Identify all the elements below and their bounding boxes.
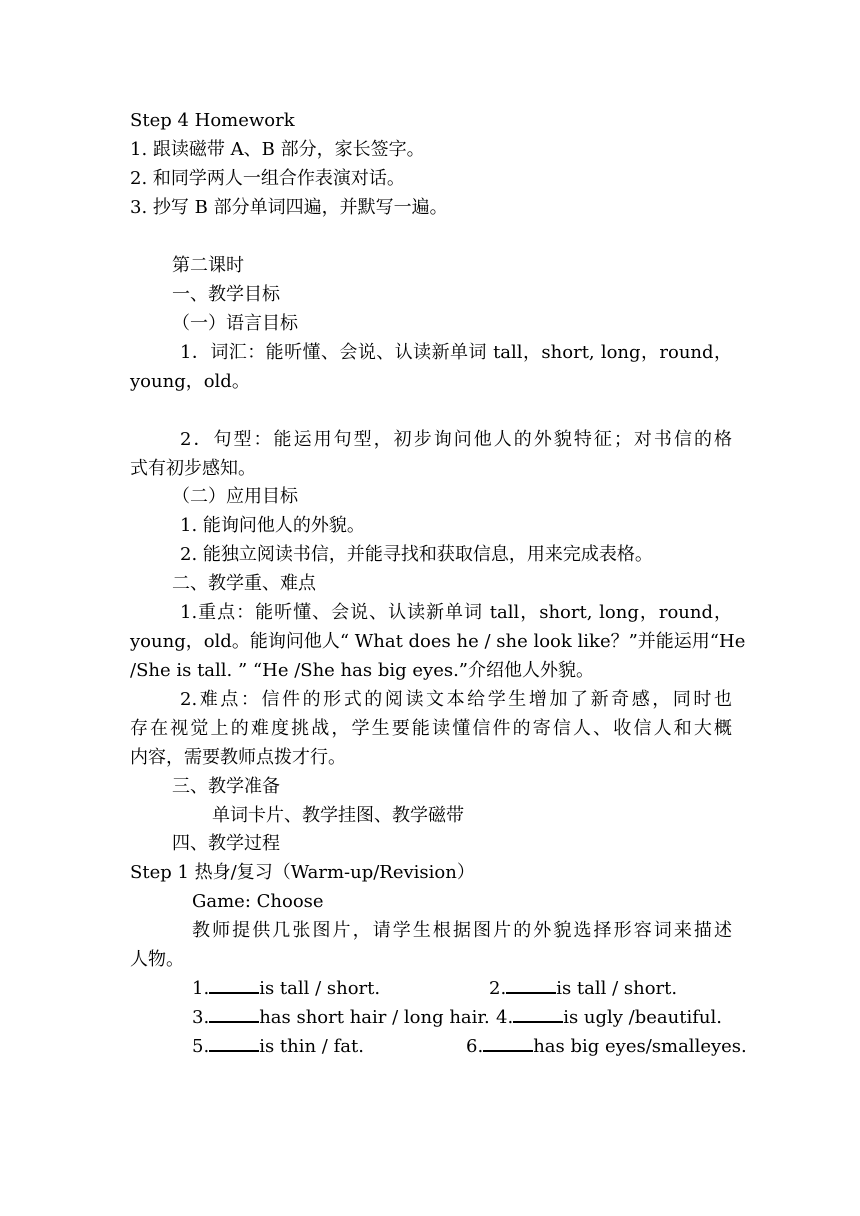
preparation-heading: 三、教学准备: [172, 776, 280, 797]
answer-blank: [209, 1034, 259, 1052]
vocabulary-goal-line-2: young，old。: [130, 371, 250, 392]
exercise-number: 4.: [496, 1007, 514, 1028]
homework-heading: Step 4 Homework: [130, 110, 295, 131]
exercise-item: [192, 976, 380, 1002]
language-goals-heading: （一）语言目标: [172, 313, 298, 334]
key-point-line-1: 1.重点：能听懂、会说、认读新单词 tall，short, long，round，: [180, 602, 732, 623]
sentence-goal-line-1: 2．句型：能运用句型，初步询问他人的外貌特征；对书信的格: [180, 429, 732, 450]
key-point-line-3: /She is tall. ” “He /She has big eyes.”介绍他人外貌。: [130, 660, 595, 681]
answer-blank: [506, 976, 556, 994]
exercise-item: [192, 1005, 490, 1031]
process-heading: 四、教学过程: [172, 833, 280, 854]
exercise-number: 2.: [489, 978, 507, 999]
preparation-items: 单词卡片、教学挂图、教学磁带: [212, 805, 464, 826]
vocabulary-goal-line-1: 1．词汇：能听懂、会说、认读新单词 tall，short, long，round，: [180, 342, 732, 363]
game-description-line-2: 人物。: [130, 949, 184, 970]
lesson-title: 第二课时: [172, 255, 244, 276]
homework-item-2: 2. 和同学两人一组合作表演对话。: [130, 168, 405, 189]
difficulty-line-2: 存在视觉上的难度挑战，学生要能读懂信件的寄信人、收信人和大概: [130, 718, 732, 739]
exercise-text: is thin / fat.: [259, 1036, 364, 1057]
exercise-text: is ugly /beautiful.: [563, 1007, 722, 1028]
exercise-text: has big eyes/smalleyes.: [533, 1036, 747, 1057]
application-goals-heading: （二）应用目标: [172, 486, 298, 507]
game-title: Game: Choose: [192, 891, 324, 912]
exercise-text: is tall / short.: [259, 978, 381, 999]
answer-blank: [483, 1034, 533, 1052]
key-point-line-2: young，old。能询问他人“ What does he / she look like？”并能运用“He: [130, 631, 746, 652]
exercise-item: [489, 976, 677, 1002]
answer-blank: [209, 976, 259, 994]
answer-blank: [209, 1005, 259, 1023]
game-description-line-1: 教师提供几张图片，请学生根据图片的外貌选择形容词来描述: [192, 920, 732, 941]
homework-item-1: 1. 跟读磁带 A、B 部分，家长签字。: [130, 139, 425, 160]
goals-heading: 一、教学目标: [172, 284, 280, 305]
exercise-number: 3.: [192, 1007, 210, 1028]
exercise-text: has short hair / long hair.: [259, 1007, 490, 1028]
application-goal-2: 2. 能独立阅读书信，并能寻找和获取信息，用来完成表格。: [180, 544, 653, 565]
exercise-item: [496, 1005, 722, 1031]
exercise-number: 6.: [466, 1036, 484, 1057]
step1-heading: Step 1 热身/复习（Warm-up/Revision）: [130, 862, 475, 883]
exercise-number: 5.: [192, 1036, 210, 1057]
exercise-item: [192, 1034, 364, 1060]
answer-blank: [513, 1005, 563, 1023]
application-goal-1: 1. 能询问他人的外貌。: [180, 515, 365, 536]
exercise-item: [466, 1034, 747, 1060]
homework-item-3: 3. 抄写 B 部分单词四遍，并默写一遍。: [130, 197, 448, 218]
exercise-number: 1.: [192, 978, 210, 999]
sentence-goal-line-2: 式有初步感知。: [130, 458, 256, 479]
exercise-text: is tall / short.: [556, 978, 678, 999]
difficulty-line-3: 内容，需要教师点拨才行。: [130, 747, 346, 768]
key-points-heading: 二、教学重、难点: [172, 573, 316, 594]
difficulty-line-1: 2.难点：信件的形式的阅读文本给学生增加了新奇感，同时也: [180, 689, 732, 710]
